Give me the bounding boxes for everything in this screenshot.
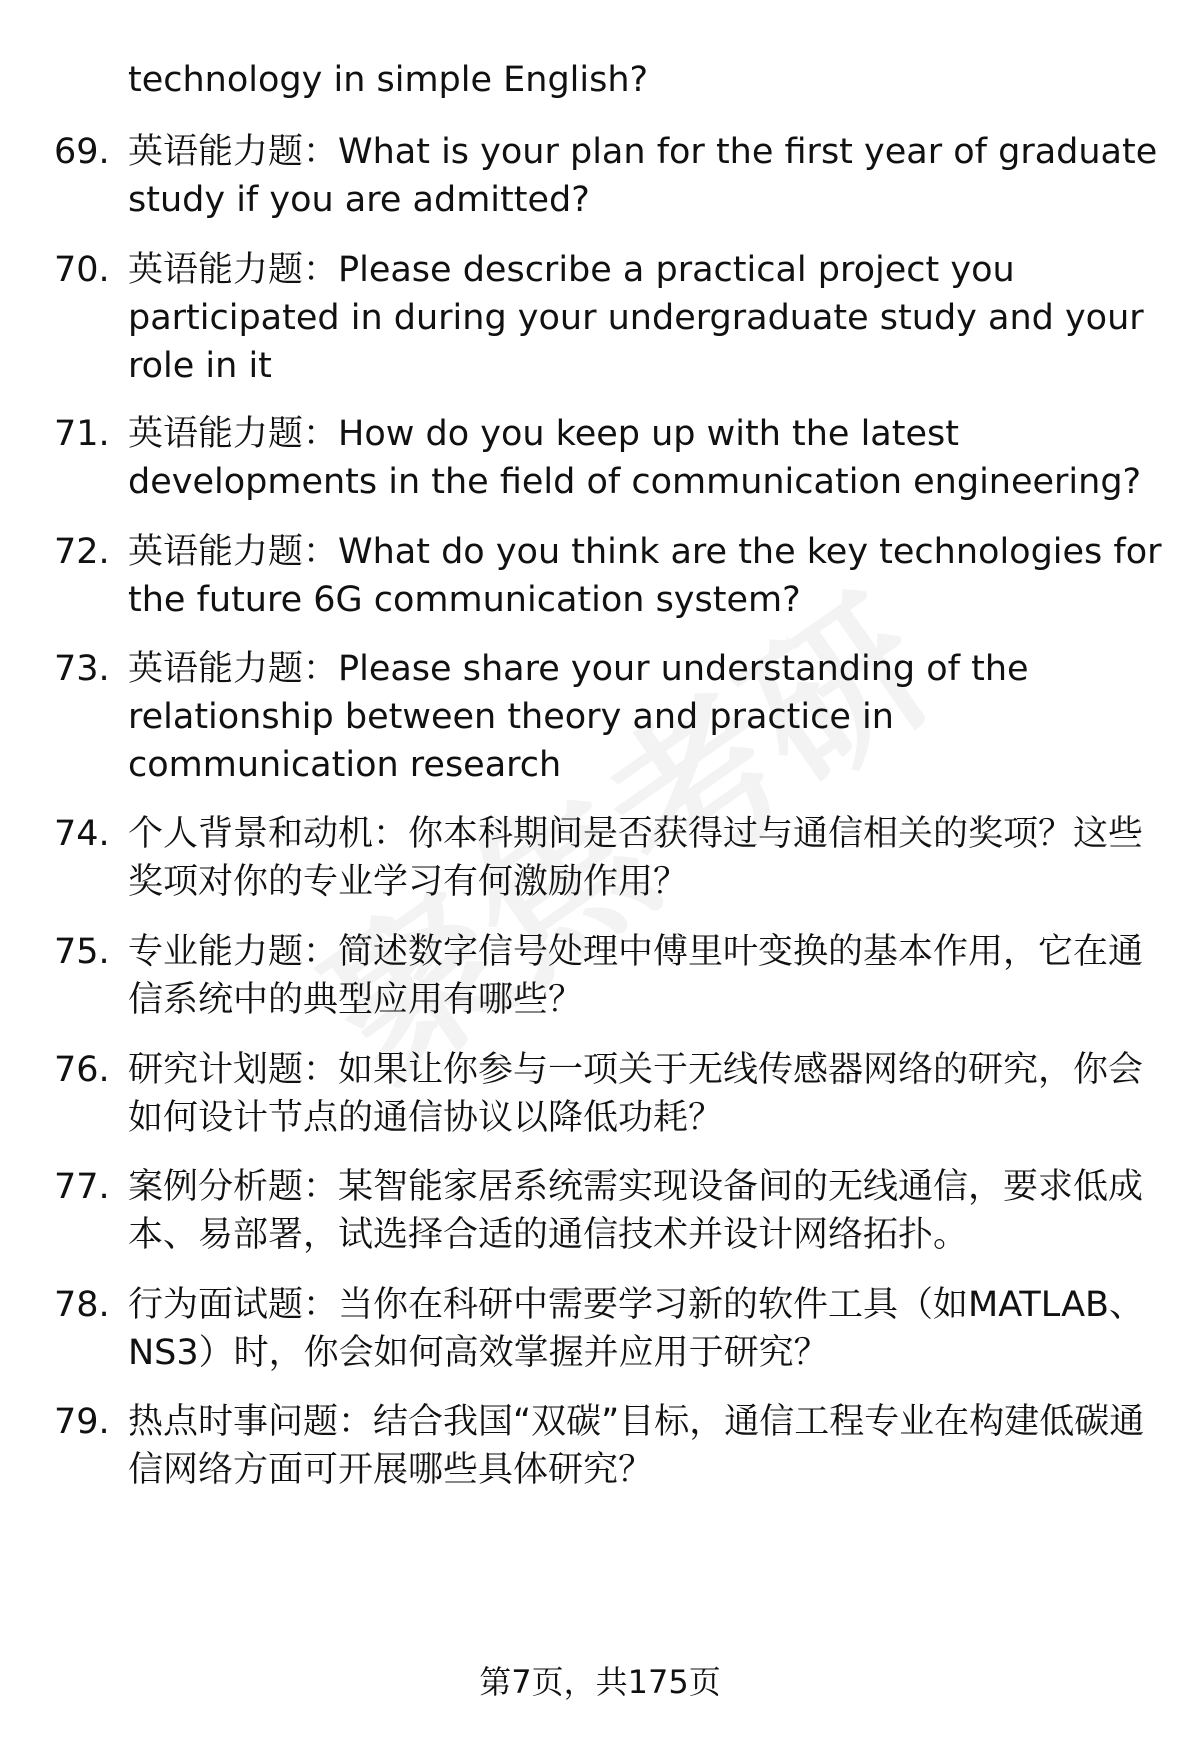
question-number: 72.: [54, 532, 110, 572]
question-text: 英语能力题：Please share your understanding of the relationship between theory and practice in communication research: [128, 649, 1029, 785]
question-text: 专业能力题：简述数字信号处理中傅里叶变换的基本作用，它在通信系统中的典型应用有哪些？: [128, 932, 1144, 1020]
question-number: 69.: [54, 132, 110, 172]
question-number: 79.: [54, 1402, 110, 1442]
question-text: 热点时事问题：结合我国“双碳”目标，通信工程专业在构建低碳通信网络方面可开展哪些具体研究？: [128, 1402, 1145, 1490]
page-footer: 第7页，共175页: [479, 1663, 721, 1701]
question-text: 行为面试题：当你在科研中需要学习新的软件工具（如MATLAB、NS3）时，你会如何高效掌握并应用于研究？: [128, 1285, 1145, 1373]
question-text: 英语能力题：How do you keep up with the latest developments in the field of communication engineering?: [128, 414, 1142, 502]
question-text: 研究计划题：如果让你参与一项关于无线传感器网络的研究，你会如何设计节点的通信协议以降低功耗？: [128, 1050, 1144, 1138]
question-number: 77.: [54, 1167, 110, 1207]
question-number: 76.: [54, 1050, 110, 1090]
continued-question-text: technology in simple English?: [128, 60, 649, 100]
question-number: 71.: [54, 414, 110, 454]
question-number: 70.: [54, 250, 110, 290]
question-number: 75.: [54, 932, 110, 972]
question-text: 英语能力题：Please describe a practical project you participated in during your undergraduate study and your role in it: [128, 250, 1144, 386]
question-text: 英语能力题：What do you think are the key technologies for the future 6G communication system?: [128, 532, 1162, 620]
question-number: 74.: [54, 814, 110, 854]
question-text: 英语能力题：What is your plan for the first year of graduate study if you are admitted?: [128, 132, 1158, 220]
question-number: 73.: [54, 649, 110, 689]
question-number: 78.: [54, 1285, 110, 1325]
question-text: 个人背景和动机：你本科期间是否获得过与通信相关的奖项？这些奖项对你的专业学习有何激励作用？: [128, 814, 1144, 902]
question-text: 案例分析题：某智能家居系统需实现设备间的无线通信，要求低成本、易部署，试选择合适的通信技术并设计网络拓扑。: [128, 1167, 1144, 1255]
